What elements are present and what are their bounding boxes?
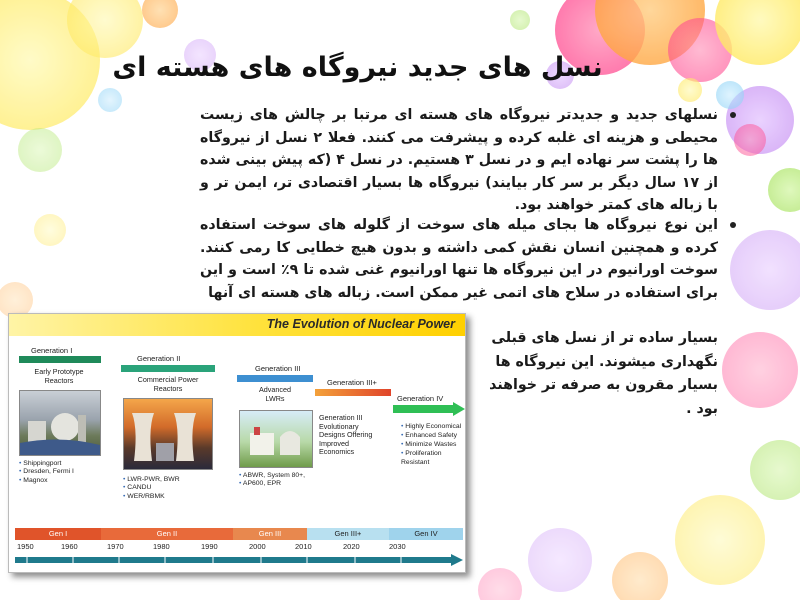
gen1-list [19,460,74,485]
year-label: 1980 [153,542,170,551]
gen1-desc-line: Reactors [44,375,74,385]
era-label: Gen II [156,529,178,538]
year-label: 1990 [201,542,218,551]
era-label: Gen I [48,529,68,538]
gen4-list [401,422,463,467]
bullet-paragraph-1: نسلهای جدید و جدیدتر نیروگاه های هسته ای مرتبا بر چالش های زیست محیطی و هزینه ای غلبه کرده و پیشرفت می کنند. فعلا ۲ نسل از نیروگاه ها را پشت سر نهاده ایم و در نسل ۳ هستیم. در نسل ۴ (که پیش بینی شده از ۱۷ سال دیگر بر سر کار بیایند) نیروگاه ها بسیار اقتصادی تر، ایمن تر و با زباله های کمتر خواهند بود. [200,107,719,213]
gen3plus-desc-line: Generation III [319,413,363,422]
gen2-label: Generation II [137,354,181,363]
gen4-arrow [393,402,465,416]
year-label: 1970 [107,542,124,551]
gen4-list-item: • Proliferation Resistant [401,449,463,467]
text-line: بسیار ساده تر از نسل های قبلی [491,330,718,346]
gen3plus-bar [315,389,391,396]
gen3-desc-line: LWRs [265,393,285,403]
gen3plus-desc-line: Improved [319,438,349,448]
year-label: 2030 [389,542,406,551]
gen2-bar [121,365,215,372]
bullet-paragraph-2-continued [470,327,718,421]
gen2-desc-line: Reactors [153,383,183,393]
gen4-list-item: • Minimize Wastes [401,440,463,449]
timeline-arrow [15,554,463,566]
gen4-label: Generation IV [397,394,444,403]
gen3plus-desc-line: Designs Offering [319,430,373,440]
gen1-list-item: • Shippingport [19,460,74,468]
figure-title: The Evolution of Nuclear Power [266,317,455,331]
gen4-list-item: • Highly Economical [401,422,463,431]
gen1-list-item: • Magnox [19,477,74,485]
gen2-list-item: • LWR-PWR, BWR [123,476,180,484]
gen2-desc-line: Commercial Power [137,375,199,384]
gen1-bar [19,356,101,363]
year-label: 2020 [343,542,360,551]
gen3-list [239,472,305,489]
bullet-dot [730,112,736,118]
gen2-photo [123,398,213,470]
gen2-desc [119,376,217,393]
year-label: 2000 [249,542,266,551]
gen3-desc-line: Advanced [259,385,291,394]
gen1-photo [19,390,101,456]
gen1-desc-line: Early Prototype [34,367,84,376]
gen2-list [123,476,180,501]
gen3-list-item: • ABWR, System 80+, [239,472,305,480]
text-line: نگهداری میشوند. این نیروگاه ها [495,353,718,370]
gen1-label: Generation I [31,346,73,355]
era-label: Gen III [258,529,282,538]
year-label: 1960 [61,542,78,551]
gen1-list-item: • Dresden, Fermi I [19,468,74,476]
gen3-label: Generation III [255,364,301,373]
gen3-photo [239,410,313,468]
era-label: Gen III+ [334,529,362,538]
slide-title: نسل های جدید نیروگاه های هسته ای [112,52,603,83]
year-label: 1950 [17,542,34,551]
year-label: 2010 [295,542,312,551]
gen3plus-label: Generation III+ [327,378,377,387]
gen3plus-desc-line: Evolutionary [319,421,359,431]
bullet-dot [730,222,736,228]
bullet-paragraph-2: این نوع نیروگاه ها بجای میله های سوخت از گلوله های سوخت استفاده کرده و همچنین انسان نقش کمی داشته و بدون هیچ خطایی کا رمی کنند. سوخت اورانیوم در این نیروگاه ها تنها اورانیوم غنی شده تا ۹٪ است و این برای استفاده در سلاح های اتمی غیر ممکن است. زباله های هسته ای آنها [200,217,718,301]
gen2-list-item: • CANDU [123,484,180,492]
gen2-list-item: • WER/RBMK [123,493,180,501]
gen3-list-item: • AP600, EPR [239,480,305,488]
text-line: بسیار مقرون به صرفه تر خواهند [489,377,718,393]
gen3-bar [237,375,313,382]
gen3plus-desc [313,414,399,457]
gen3-desc [235,386,315,403]
era-label: Gen IV [414,529,438,538]
gen4-list-item: • Enhanced Safety [401,431,463,440]
text-line: بود . [686,400,718,417]
gen3plus-desc-line: Economics [319,447,355,457]
gen1-desc [17,368,101,385]
nuclear-evolution-figure [8,313,466,573]
